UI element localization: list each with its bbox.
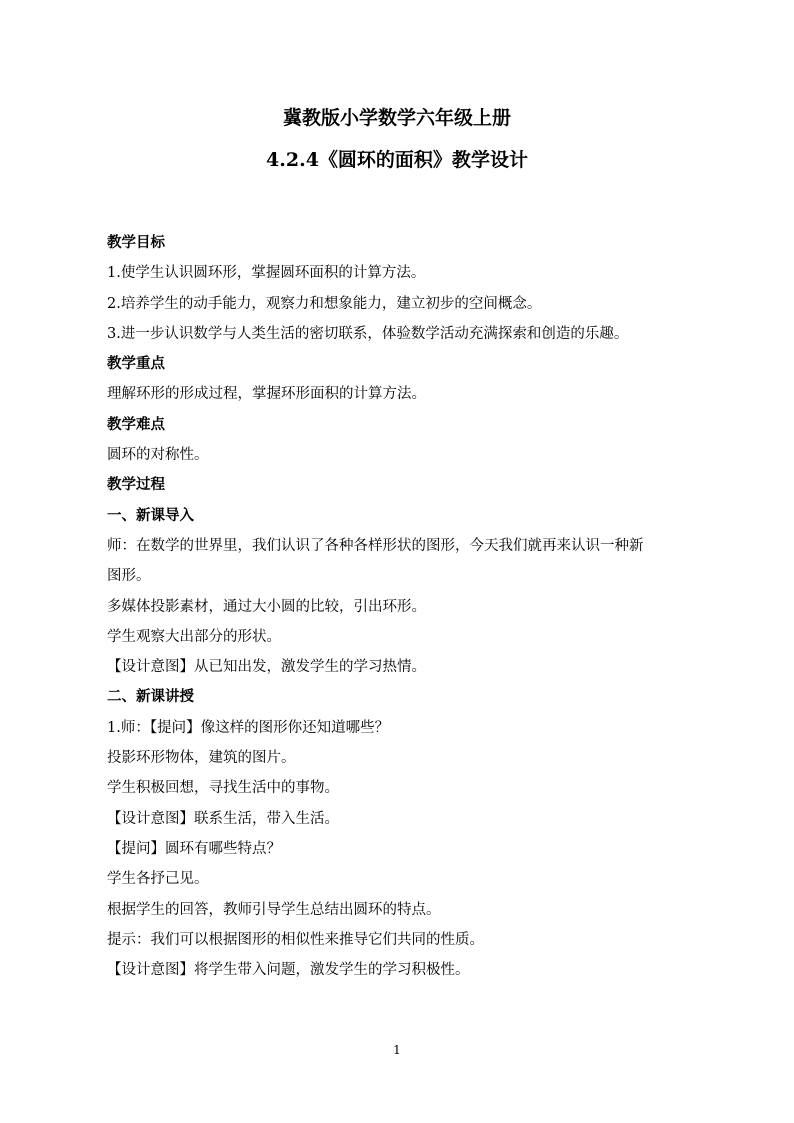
section-heading: 二、新课讲授 xyxy=(107,688,194,706)
section-heading: 教学难点 xyxy=(107,415,165,433)
body-line: 提示：我们可以根据图形的相似性来推导它们共同的性质。 xyxy=(107,931,484,948)
body-line: 根据学生的回答，教师引导学生总结出圆环的特点。 xyxy=(107,901,441,918)
section-heading: 教学目标 xyxy=(107,234,165,251)
body-line: 学生观察大出部分的形状。 xyxy=(107,628,281,645)
body-line: 投影环形物体，建筑的图片。 xyxy=(107,750,296,767)
body-line: 理解环形的形成过程，掌握环形面积的计算方法。 xyxy=(107,386,426,403)
page-number: 1 xyxy=(393,1043,401,1057)
body-line: 1.使学生认识圆环形，掌握圆环面积的计算方法。 xyxy=(107,265,426,282)
body-line: 【提问】圆环有哪些特点？ xyxy=(107,840,281,857)
body-line: 2.培养学生的动手能力，观察力和想象能力，建立初步的空间概念。 xyxy=(107,295,542,312)
body-line: 学生积极回想，寻找生活中的事物。 xyxy=(107,780,339,797)
body-line: 学生各抒己见。 xyxy=(107,871,209,888)
body-line: 1.师：【提问】像这样的图形你还知道哪些？ xyxy=(107,719,390,736)
document-subtitle: 4.2.4《圆环的面积》教学设计 xyxy=(266,149,528,171)
body-line: 图形。 xyxy=(107,568,151,585)
section-heading: 教学重点 xyxy=(107,355,165,373)
body-line: 师：在数学的世界里，我们认识了各种各样形状的图形，今天我们就再来认识一种新 xyxy=(107,537,644,554)
body-line: 【设计意图】将学生带入问题，激发学生的学习积极性。 xyxy=(107,962,470,979)
document-body xyxy=(107,228,707,985)
body-line: 【设计意图】从已知出发，激发学生的学习热情。 xyxy=(107,659,426,676)
section-heading: 一、新课导入 xyxy=(107,506,194,524)
body-line: 圆环的对称性。 xyxy=(107,447,209,464)
document-title: 冀教版小学数学六年级上册 xyxy=(282,107,511,129)
section-heading: 教学过程 xyxy=(107,476,165,494)
body-line: 3.进一步认识数学与人类生活的密切联系，体验数学活动充满探索和创造的乐趣。 xyxy=(107,325,629,342)
body-line: 【设计意图】联系生活，带入生活。 xyxy=(107,810,339,827)
body-line: 多媒体投影素材，通过大小圆的比较，引出环形。 xyxy=(107,598,426,615)
